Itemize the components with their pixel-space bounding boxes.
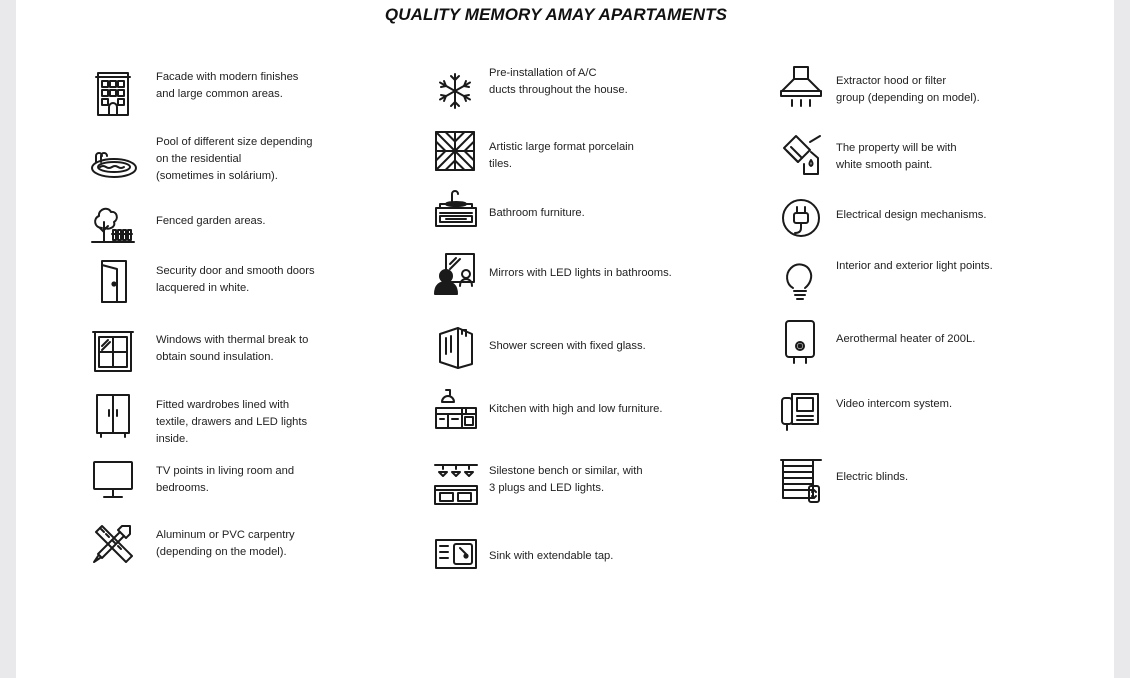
snowflake-icon: [432, 68, 478, 114]
wardrobe-icon: [90, 392, 136, 438]
kitchen-icon: [432, 386, 478, 432]
feature-text: Artistic large format porcelain tiles.: [489, 141, 634, 170]
feature-text: Electrical design mechanisms.: [836, 209, 987, 221]
window-icon: [90, 328, 136, 374]
feature-text: Extractor hood or filter group (depending on model).: [836, 75, 980, 104]
mirror-led-icon: [432, 250, 478, 296]
bench-lights-icon: [432, 460, 478, 506]
plug-icon: [778, 195, 824, 241]
feature-text: Interior and exterior light points.: [836, 260, 993, 272]
feature-text: The property will be with white smooth paint.: [836, 142, 957, 171]
feature-text: Silestone bench or similar, with 3 plugs and LED lights.: [489, 465, 643, 494]
page-title: QUALITY MEMORY AMAY APARTAMENTS: [384, 5, 728, 24]
feature-text: Sink with extendable tap.: [489, 550, 614, 562]
feature-text: Fenced garden areas.: [156, 215, 266, 227]
feature-text: Aluminum or PVC carpentry (depending on the model).: [156, 529, 295, 558]
feature-text: Pre-installation of A/C ducts throughout the house.: [489, 67, 628, 96]
blinds-icon: [778, 456, 824, 502]
paint-brush-icon: [778, 130, 824, 176]
sink-tap-icon: [432, 532, 478, 578]
pool-icon: [90, 140, 136, 186]
door-icon: [90, 258, 136, 304]
bathroom-furniture-icon: [432, 184, 478, 230]
feature-text: Facade with modern finishes and large common areas.: [156, 71, 299, 100]
tv-icon: [90, 456, 136, 502]
feature-text: TV points in living room and bedrooms.: [156, 465, 295, 494]
intercom-icon: [778, 388, 824, 434]
extractor-hood-icon: [778, 64, 824, 110]
light-bulb-icon: [778, 258, 824, 304]
feature-text: Pool of different size depending on the residential (sometimes in solárium).: [156, 136, 313, 182]
feature-text: Security door and smooth doors lacquered in white.: [156, 265, 315, 294]
feature-text: Fitted wardrobes lined with textile, drawers and LED lights inside.: [156, 399, 308, 445]
building-icon: [90, 70, 136, 116]
feature-text: Bathroom furniture.: [489, 207, 585, 219]
document-sheet: [16, 0, 1114, 678]
carpentry-tools-icon: [90, 520, 136, 566]
garden-fence-icon: [90, 198, 136, 244]
feature-text: Electric blinds.: [836, 471, 909, 483]
feature-text: Kitchen with high and low furniture.: [489, 403, 663, 415]
feature-text: Aerothermal heater of 200L.: [836, 333, 976, 345]
feature-text: Shower screen with fixed glass.: [489, 340, 646, 352]
feature-text: Mirrors with LED lights in bathrooms.: [489, 267, 672, 279]
tiles-icon: [432, 128, 478, 174]
feature-text: Windows with thermal break to obtain sound insulation.: [156, 334, 309, 363]
water-heater-icon: [778, 318, 824, 364]
feature-text: Video intercom system.: [836, 398, 953, 410]
shower-screen-icon: [432, 322, 478, 368]
